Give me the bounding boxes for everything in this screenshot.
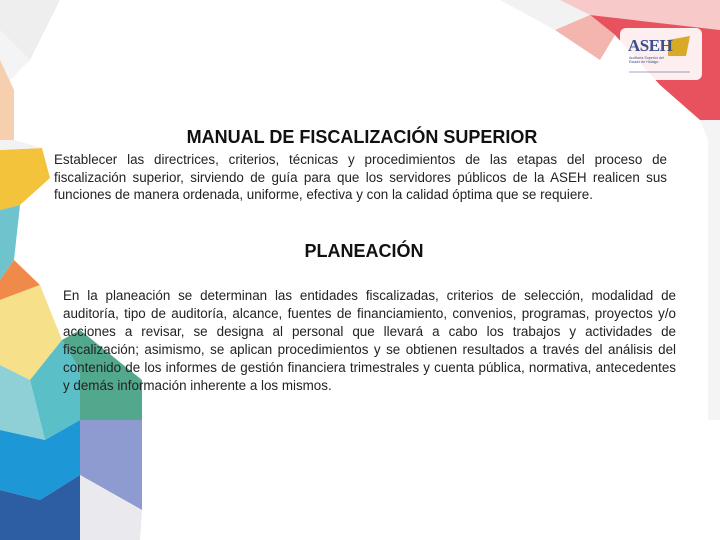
intro-paragraph: Establecer las directrices, criterios, técnicas y procedimientos de las etapas del proceso de fiscalización superior, sirviendo de guía para que los servidores públicos de la ASEH realicen sus funciones de manera ordenada, uniforme, efectiva y con la calidad óptima que se requiere. bbox=[54, 152, 667, 203]
decor-shape bbox=[700, 120, 720, 420]
section-paragraph: En la planeación se determinan las entidades fiscalizadas, criterios de selección, modalidad de auditoría, tipo de auditoría, alcance, fuentes de financiamiento, convenios, programas, proyectos y/o acciones a revisar, se designa al personal que llevará a cabo los trabajos y actividades de fiscalización; asimismo, se aplican procedimientos y se obtienen resultados a través del análisis del contenido de los informes de gestión financiera trimestrales y cuenta pública, normativa, antecedentes y demás información inherente a los mismos. bbox=[63, 288, 676, 393]
logo-brand: ASEH bbox=[628, 36, 673, 55]
decor-shape bbox=[0, 148, 50, 210]
section-title: PLANEACIÓN bbox=[304, 241, 424, 261]
page-title: MANUAL DE FISCALIZACIÓN SUPERIOR bbox=[186, 127, 538, 147]
logo-subtitle: Auditoría Superior del Estado de Hidalgo bbox=[629, 56, 664, 64]
